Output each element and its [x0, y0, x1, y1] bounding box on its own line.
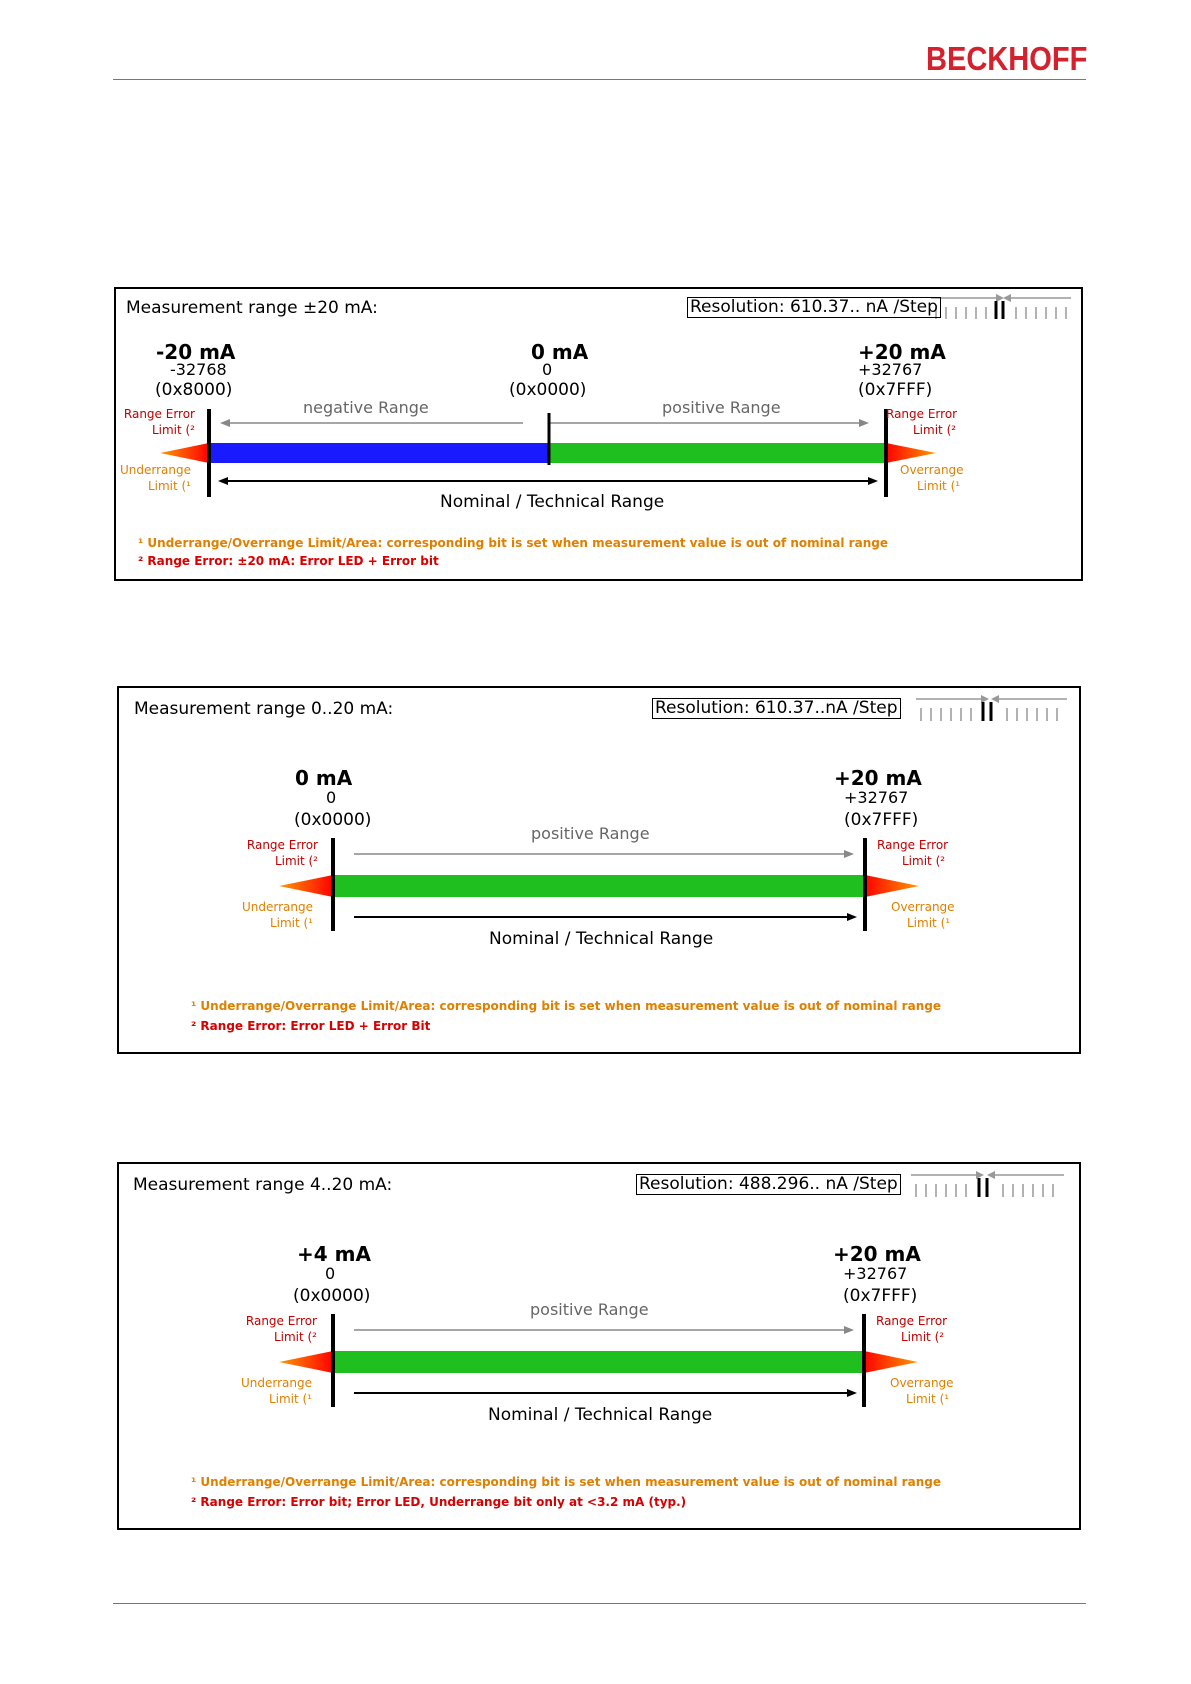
mid-hex: (0x0000): [509, 380, 587, 400]
left-label: -20 mA: [156, 340, 236, 364]
footnote-2: ² Range Error: Error LED + Error Bit: [191, 1019, 431, 1033]
footnote-1: ¹ Underrange/Overrange Limit/Area: corresponding bit is set when measurement value is out of nominal range: [138, 536, 888, 550]
footnote-1: ¹ Underrange/Overrange Limit/Area: corresponding bit is set when measurement value is out of nominal range: [191, 999, 941, 1013]
underrange-label-1: Underrange: [240, 1376, 312, 1390]
negative-range-bar: [209, 443, 549, 463]
overrange-limit-marker: [865, 875, 919, 897]
panel-title: Measurement range ±20 mA:: [126, 298, 378, 318]
footnote-2: ² Range Error: Error bit; Error LED, Underrange bit only at <3.2 mA (typ.): [191, 1495, 687, 1509]
range-error-right-1: Range Error: [886, 407, 958, 421]
range-error-left-2: Limit (²: [274, 854, 318, 868]
range-error-right-2: Limit (²: [902, 854, 946, 868]
right-dec: +32767: [843, 1264, 908, 1283]
underrange-label-1: Underrange: [241, 900, 313, 914]
resolution-label: Resolution: 610.37.. nA /Step: [687, 297, 941, 318]
right-dec: +32767: [858, 360, 923, 379]
beckhoff-logo: BECKHOFF: [925, 40, 1087, 77]
underrange-limit-marker: [160, 443, 209, 463]
positive-range-label: positive Range: [662, 398, 781, 417]
underrange-limit-marker: [279, 875, 333, 897]
nominal-range-label: Nominal / Technical Range: [440, 492, 665, 512]
overrange-limit-marker: [886, 443, 936, 463]
range-error-right-1: Range Error: [877, 838, 949, 852]
positive-range-label: positive Range: [531, 824, 650, 843]
left-dec: 0: [325, 1264, 336, 1283]
footer-divider: [113, 1603, 1086, 1604]
range-error-right-1: Range Error: [876, 1314, 948, 1328]
left-dec: -32768: [170, 360, 227, 379]
right-label: +20 mA: [858, 340, 946, 364]
underrange-label-2: Limit (¹: [147, 479, 191, 493]
panel-range-pm20: [114, 287, 1083, 581]
left-hex: (0x0000): [294, 810, 372, 830]
resolution-label: Resolution: 488.296.. nA /Step: [636, 1174, 901, 1195]
panel-range-0-20: [117, 686, 1081, 1054]
underrange-label-2: Limit (¹: [268, 1392, 312, 1406]
positive-range-label: positive Range: [530, 1300, 649, 1319]
overrange-label-2: Limit (¹: [906, 1392, 950, 1406]
overrange-limit-marker: [864, 1351, 918, 1373]
overrange-label-1: Overrange: [891, 900, 955, 914]
footnote-2: ² Range Error: ±20 mA: Error LED + Error bit: [138, 554, 439, 568]
mid-dec: 0: [542, 360, 553, 379]
panel-range-4-20: [117, 1162, 1081, 1530]
right-dec: +32767: [844, 788, 909, 807]
resolution-scale-icon: [916, 695, 1067, 721]
panel-title: Measurement range 4..20 mA:: [133, 1175, 393, 1195]
range-diagram-4-20: [119, 1164, 1079, 1528]
range-error-left-1: Range Error: [245, 1314, 317, 1328]
range-diagram-0-20: [119, 688, 1079, 1052]
left-label: 0 mA: [295, 766, 353, 790]
underrange-label-2: Limit (¹: [269, 916, 313, 930]
left-dec: 0: [326, 788, 337, 807]
left-hex: (0x0000): [293, 1286, 371, 1306]
right-label: +20 mA: [834, 766, 922, 790]
positive-range-bar: [333, 1351, 864, 1373]
footnote-1: ¹ Underrange/Overrange Limit/Area: corresponding bit is set when measurement value is out of nominal range: [191, 1475, 941, 1489]
panel-title: Measurement range 0..20 mA:: [134, 699, 394, 719]
range-error-left-2: Limit (²: [273, 1330, 317, 1344]
range-error-left-1: Range Error: [123, 407, 195, 421]
range-error-right-2: Limit (²: [913, 423, 957, 437]
right-hex: (0x7FFF): [844, 810, 919, 830]
resolution-scale-icon: [911, 1171, 1064, 1197]
resolution-scale-icon: [931, 294, 1071, 319]
positive-range-bar: [549, 443, 886, 463]
underrange-limit-marker: [279, 1351, 333, 1373]
overrange-label-1: Overrange: [890, 1376, 954, 1390]
nominal-range-label: Nominal / Technical Range: [488, 1405, 713, 1425]
positive-range-bar: [333, 875, 865, 897]
range-error-right-2: Limit (²: [901, 1330, 945, 1344]
overrange-label-1: Overrange: [900, 463, 964, 477]
header-divider: [113, 79, 1086, 80]
left-hex: (0x8000): [155, 380, 233, 400]
left-label: +4 mA: [297, 1242, 371, 1266]
right-label: +20 mA: [833, 1242, 921, 1266]
right-hex: (0x7FFF): [843, 1286, 918, 1306]
mid-label: 0 mA: [531, 340, 589, 364]
right-hex: (0x7FFF): [858, 380, 933, 400]
negative-range-label: negative Range: [303, 398, 429, 417]
overrange-label-2: Limit (¹: [907, 916, 951, 930]
overrange-label-2: Limit (¹: [917, 479, 961, 493]
underrange-label-1: Underrange: [119, 463, 191, 477]
resolution-label: Resolution: 610.37..nA /Step: [652, 698, 901, 719]
nominal-range-label: Nominal / Technical Range: [489, 929, 714, 949]
range-error-left-1: Range Error: [246, 838, 318, 852]
range-error-left-2: Limit (²: [151, 423, 195, 437]
